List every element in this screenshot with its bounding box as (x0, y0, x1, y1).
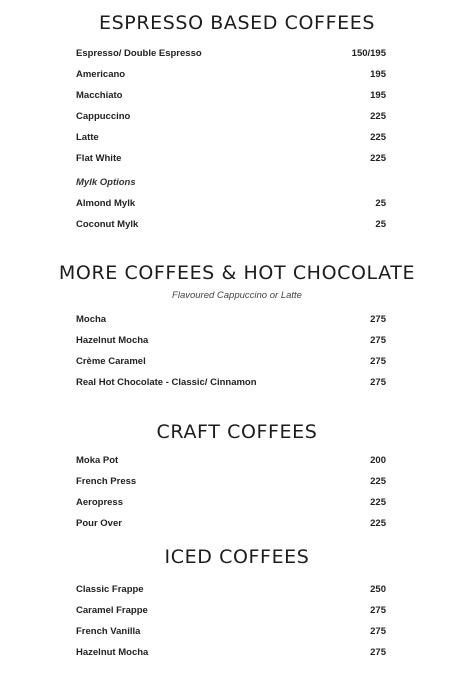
menu-item (76, 151, 386, 165)
section-title-iced: ICED COFFEES (164, 546, 310, 568)
item-name: French Press (76, 475, 137, 487)
item-name: Coconut Mylk (76, 218, 139, 230)
menu-item (76, 582, 386, 596)
menu-item (76, 88, 386, 102)
item-price: 275 (370, 355, 386, 367)
item-price: 195 (370, 68, 386, 80)
section-subtitle: Flavoured Cappuccino or Latte (172, 290, 302, 301)
menu-item (76, 46, 386, 60)
item-name: Flat White (76, 152, 122, 164)
item-price: 225 (370, 517, 386, 529)
item-price: 275 (370, 334, 386, 346)
section-title-craft: CRAFT COFFEES (156, 421, 318, 443)
menu-item (76, 312, 386, 326)
item-price: 195 (370, 89, 386, 101)
menu-item (76, 67, 386, 81)
item-price: 275 (370, 625, 386, 637)
section-title-espresso: ESPRESSO BASED COFFEES (99, 12, 375, 34)
item-name: Latte (76, 131, 99, 143)
item-name: Americano (76, 68, 126, 80)
item-name: Aeropress (76, 496, 123, 508)
item-price: 225 (370, 475, 386, 487)
item-name: Mocha (76, 313, 107, 325)
menu-item (76, 354, 386, 368)
item-price: 225 (370, 131, 386, 143)
item-name: Pour Over (76, 517, 122, 529)
item-name: Cappuccino (76, 110, 131, 122)
item-price: 25 (375, 218, 386, 230)
menu-item (76, 495, 386, 509)
section-title-more-coffees: MORE COFFEES & HOT CHOCOLATE (58, 262, 416, 284)
menu-item (76, 645, 386, 659)
item-name: Hazelnut Mocha (76, 334, 149, 346)
menu-item (76, 603, 386, 617)
menu-item (76, 196, 386, 210)
item-price: 25 (375, 197, 386, 209)
item-price: 225 (370, 152, 386, 164)
item-name: Moka Pot (76, 454, 119, 466)
menu-item (76, 453, 386, 467)
item-price: 150/195 (351, 47, 386, 59)
item-price: 275 (370, 604, 386, 616)
menu-item (76, 217, 386, 231)
mylk-options-label: Mylk Options (76, 177, 136, 188)
item-name: Almond Mylk (76, 197, 136, 209)
item-name: Hazelnut Mocha (76, 646, 149, 658)
item-name: French Vanilla (76, 625, 141, 637)
item-name: Macchiato (76, 89, 123, 101)
item-name: Caramel Frappe (76, 604, 148, 616)
menu-item (76, 333, 386, 347)
item-name: Espresso/ Double Espresso (76, 47, 202, 59)
item-price: 225 (370, 110, 386, 122)
menu-item (76, 516, 386, 530)
item-price: 225 (370, 496, 386, 508)
menu-item (76, 375, 386, 389)
menu-item (76, 130, 386, 144)
menu-item (76, 109, 386, 123)
menu-item (76, 474, 386, 488)
item-name: Real Hot Chocolate - Classic/ Cinnamon (76, 376, 257, 388)
item-price: 200 (370, 454, 386, 466)
item-name: Classic Frappe (76, 583, 144, 595)
item-name: Crème Caramel (76, 355, 146, 367)
item-price: 275 (370, 313, 386, 325)
item-price: 275 (370, 646, 386, 658)
menu-item (76, 624, 386, 638)
item-price: 275 (370, 376, 386, 388)
item-price: 250 (370, 583, 386, 595)
